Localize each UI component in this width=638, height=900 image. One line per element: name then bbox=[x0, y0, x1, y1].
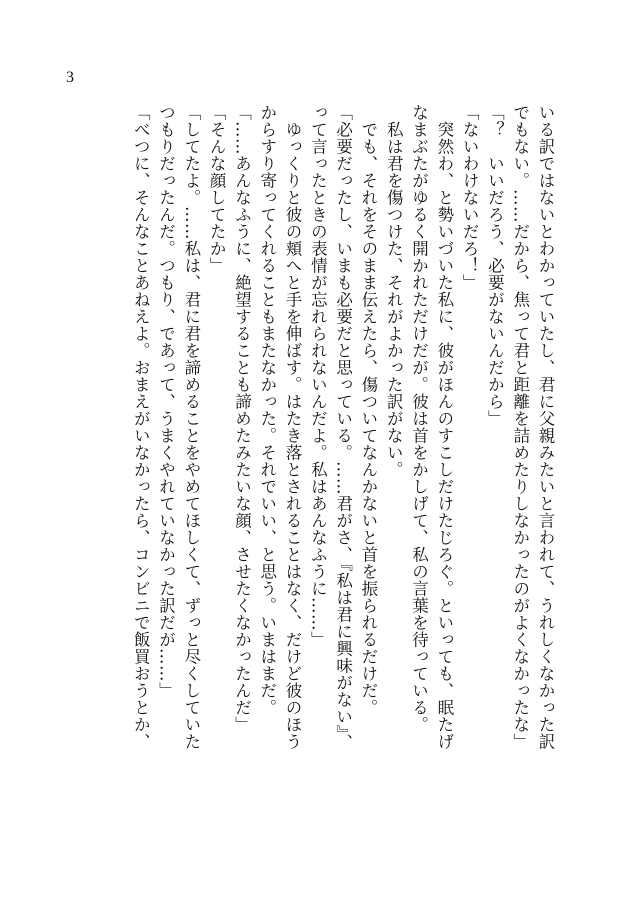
text-line: 「？ いいだろう、必要がないんだから」 bbox=[485, 104, 505, 427]
text-line: 「必要だったし、いまも必要だと思っている。……君がさ、『私は君に興味がない』、 bbox=[333, 104, 353, 751]
text-line: なまぶたがゆるく開かれただけだが。彼は首をかしげて、私の言葉を待っている。 bbox=[409, 104, 429, 733]
text-line: 「ないわけないだろ！」 bbox=[460, 104, 480, 291]
text-line: 「してたよ。……私は、君に君を諦めることをやめてほしくて、ずっと尽くしていた bbox=[181, 104, 201, 750]
text-line: いる訳ではないとわかっていたし、君に父親みたいと言われて、うれしくなかった訳 bbox=[536, 104, 555, 750]
text-line: 「そんな顔してたか」 bbox=[207, 104, 227, 274]
body-text bbox=[128, 104, 558, 824]
text-line: 私は君を傷つけた、それがよかった訳がない。 bbox=[384, 104, 404, 478]
text-line: つもりだったんだ。つもり、であって、うまくやれていなかった訳だが……」 bbox=[156, 104, 176, 699]
text-line: でも、それをそのまま伝えたら、傷ついてなんかないと首を振られるだけだ。 bbox=[358, 104, 378, 716]
text-line: 突然わ、と勢いづいた私に、彼がほんのすこしだけたじろぐ。といっても、眠たげ bbox=[434, 104, 454, 750]
text-line: 「べつに、そんなことあねえよ。おまえがいなかったら、コンビニで飯買おうとか、 bbox=[131, 104, 151, 750]
text-line: からすり寄ってくれることもまたなかった。それでいい、と思う。いまはまだ。 bbox=[257, 104, 277, 716]
text-line: でもない。……だから、焦って君と距離を詰めたりしなかったのがよくなかったな」 bbox=[510, 104, 530, 750]
text-line: って言ったときの表情が忘れられないんだよ。私はあんなふうに……」 bbox=[308, 104, 328, 648]
text-line: ゆっくりと彼の頬へと手を伸ばす。はたき落とされることはなく、だけど彼のほう bbox=[283, 104, 303, 750]
page-number: 3 bbox=[66, 69, 74, 86]
text-line: 「……あんなふうに、絶望することも諦めたみたいな顔、させたくなかったんだ」 bbox=[232, 104, 252, 733]
